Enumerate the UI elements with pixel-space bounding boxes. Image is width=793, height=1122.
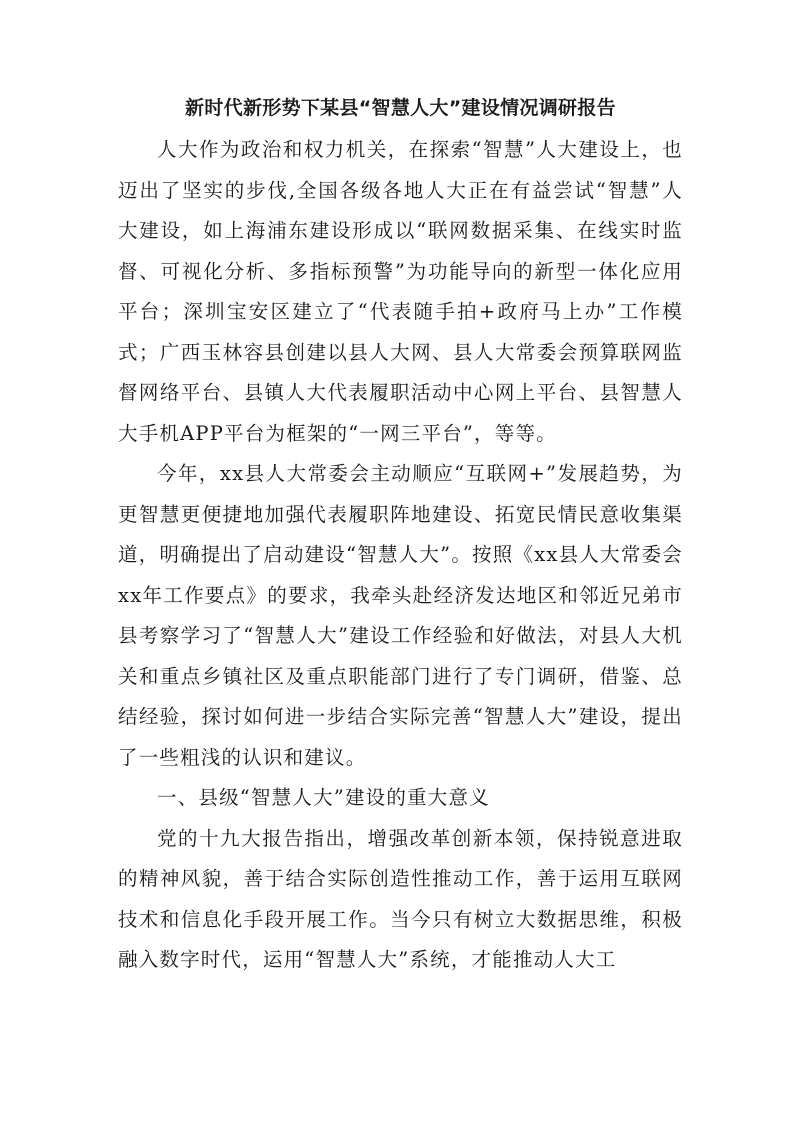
paragraph-intro: 人大作为政治和权力机关，在探索“智慧”人大建设上，也迈出了坚实的步伐,全国各级各地人大正在有益尝试“智慧”人大建设，如上海浦东建设形成以“联网数据采集、在线实时监督、可视化分析、多指标预警”为功能导向的新型一体化应用平台；深圳宝安区建立了“代表随手拍+政府马上办”工作模式；广西玉林容县创建以县人大网、县人大常委会预算联网监督网络平台、县镇人大代表履职活动中心网上平台、县智慧人大手机APP平台为框架的“一网三平台”，等等。 xyxy=(118,138,683,445)
section-heading: 一、县级“智慧人大”建设的重大意义 xyxy=(157,786,490,809)
document-title: 新时代新形势下某县“智慧人大”建设情况调研报告 xyxy=(185,97,616,119)
document-page xyxy=(118,92,683,981)
paragraph-research: 今年，xx县人大常委会主动顺应“互联网+”发展趋势，为更智慧更便捷地加强代表履职阵地建设、拓宽民情民意收集渠道，明确提出了启动建设“智慧人大”。按照《xx县人大常委会xx年工作要点》的要求，我牵头赴经济发达地区和邻近兄弟市县考察学习了“智慧人大”建设工作经验和好做法，对县人大机关和重点乡镇社区及重点职能部门进行了专门调研，借鉴、总结经验，探讨如何进一步结合实际完善“智慧人大”建设，提出了一些粗浅的认识和建议。 xyxy=(118,462,683,769)
paragraph-section-body: 党的十九大报告指出，增强改革创新本领，保持锐意进取的精神风貌，善于结合实际创造性推动工作，善于运用互联网技术和信息化手段开展工作。当今只有树立大数据思维，积极融入数字时代，运用“智慧人大”系统，才能推动人大工 xyxy=(118,826,683,971)
